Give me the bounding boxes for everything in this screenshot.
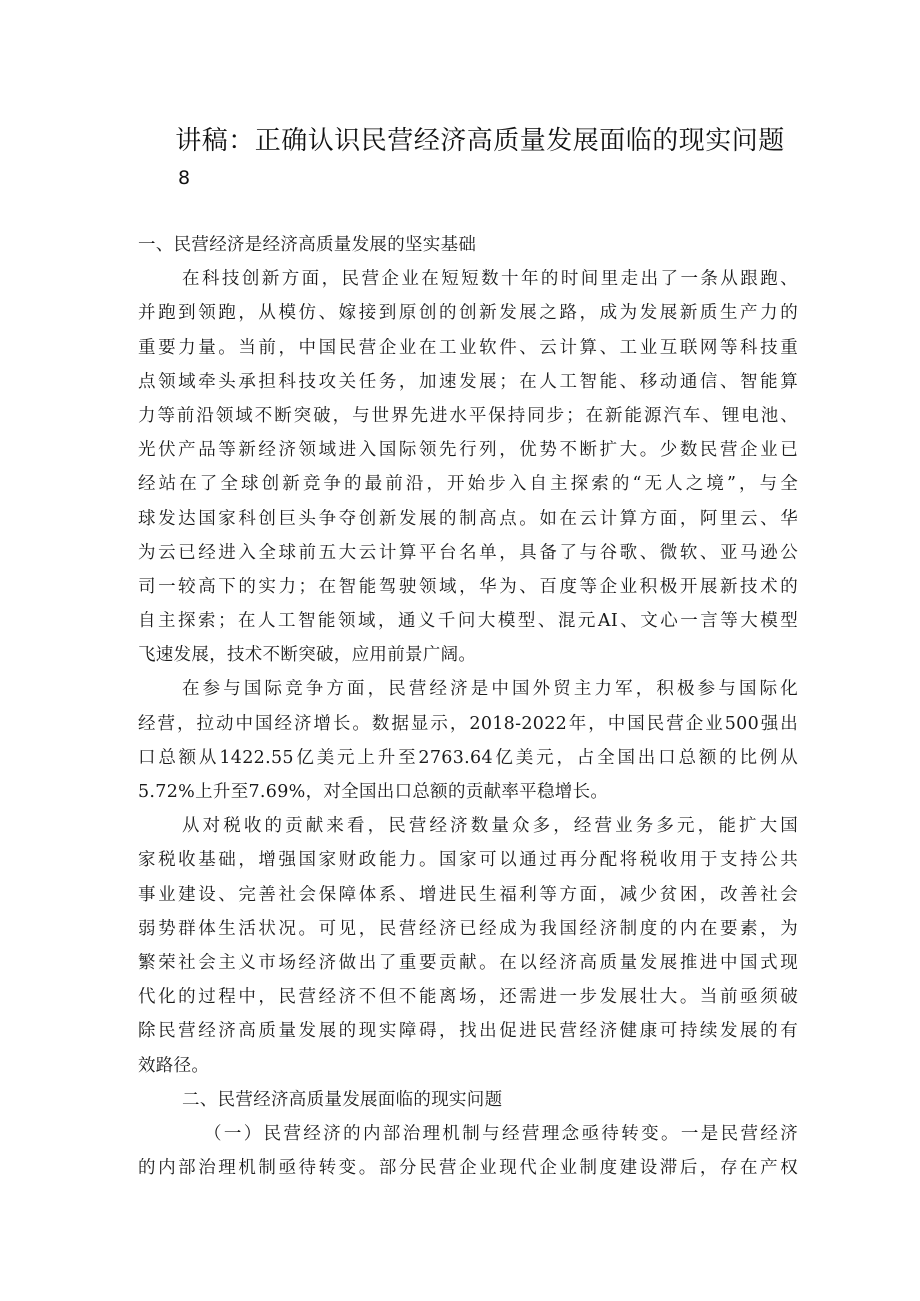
section-heading: 一、民营经济是经济高质量发展的坚实基础 (138, 235, 477, 255)
text-line: 除民营经济高质量发展的现实障碍，找出促进民营经济健康可持续发展的有 (138, 1021, 798, 1042)
text-line: 飞速发展，技术不断突破，应用前景广阔。 (138, 645, 477, 666)
text-line: 重要力量。当前，中国民营企业在工业软件、云计算、工业互联网等科技重 (138, 337, 798, 358)
text-line: （一）民营经济的内部治理机制与经营理念亟待转变。一是民营经济 (204, 1123, 798, 1144)
text-line: 经营，拉动中国经济增长。数据显示，2018-2022年，中国民营企业500强出 (138, 713, 798, 734)
text-line: 5.72%上升至7.69%，对全国出口总额的贡献率平稳增长。 (138, 782, 609, 802)
text-line: 光伏产品等新经济领域进入国际领先行列，优势不断扩大。少数民营企业已 (138, 440, 798, 461)
text-line: 从对税收的贡献来看，民营经济数量众多，经营业务多元，能扩大国 (182, 816, 798, 837)
document-title: 讲稿：正确认识民营经济高质量发展面临的现实问题 (175, 126, 785, 156)
text-line: 自主探索；在人工智能领域，通义千问大模型、混元AI、文心一言等大模型 (138, 611, 798, 632)
text-line: 效路径。 (138, 1055, 210, 1076)
text-line: 司一较高下的实力；在智能驾驶领域，华为、百度等企业积极开展新技术的 (138, 576, 798, 597)
text-line: 在科技创新方面，民营企业在短短数十年的时间里走出了一条从跟跑、 (182, 269, 798, 290)
text-line: 为云已经进入全球前五大云计算平台名单，具备了与谷歌、微软、亚马逊公 (138, 542, 798, 563)
text-line: 球发达国家科创巨头争夺创新发展的制高点。如在云计算方面，阿里云、华 (138, 508, 798, 529)
text-line: 家税收基础，增强国家财政能力。国家可以通过再分配将税收用于支持公共 (138, 850, 798, 871)
text-line: 口总额从1422.55亿美元上升至2763.64亿美元，占全国出口总额的比例从 (138, 747, 798, 768)
text-line: 点领域牵头承担科技攻关任务，加速发展；在人工智能、移动通信、智能算 (138, 371, 798, 392)
page-number: 8 (178, 167, 191, 189)
text-line: 事业建设、完善社会保障体系、增进民生福利等方面，减少贫困，改善社会 (138, 884, 798, 905)
text-line: 力等前沿领域不断突破，与世界先进水平保持同步；在新能源汽车、锂电池、 (138, 405, 798, 426)
text-line: 在参与国际竞争方面，民营经济是中国外贸主力军，积极参与国际化 (182, 679, 798, 700)
text-line: 并跑到领跑，从模仿、嫁接到原创的创新发展之路，成为发展新质生产力的 (138, 303, 798, 324)
text-line: 经站在了全球创新竞争的最前沿，开始步入自主探索的“无人之境”，与全 (138, 474, 798, 495)
text-line: 的内部治理机制亟待转变。部分民营企业现代企业制度建设滞后，存在产权 (138, 1158, 798, 1179)
section-heading: 二、民营经济高质量发展面临的现实问题 (182, 1089, 503, 1110)
text-line: 弱势群体生活状况。可见，民营经济已经成为我国经济制度的内在要素，为 (138, 918, 798, 939)
text-line: 代化的过程中，民营经济不但不能离场，还需进一步发展壮大。当前亟须破 (138, 987, 798, 1008)
text-line: 繁荣社会主义市场经济做出了重要贡献。在以经济高质量发展推进中国式现 (138, 952, 798, 973)
document-body (138, 228, 798, 1185)
